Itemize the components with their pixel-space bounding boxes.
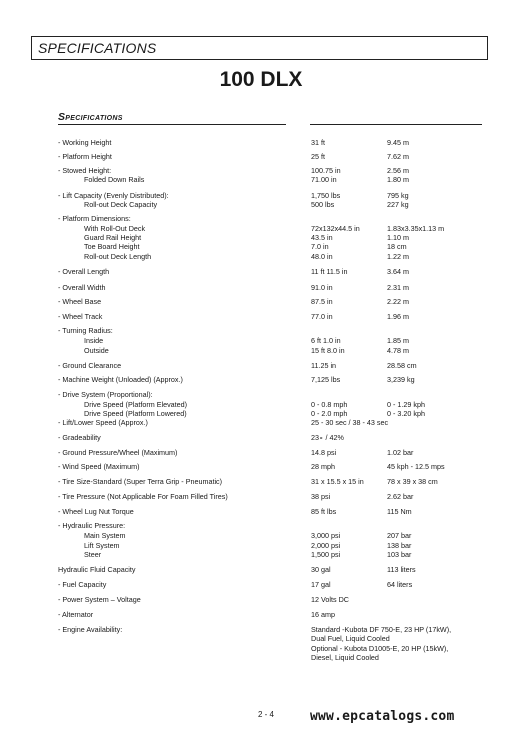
- spec-value-imperial: 28 mph: [311, 462, 335, 471]
- spec-value-imperial: 11.25 in: [311, 361, 337, 370]
- spec-value-imperial: 72x132x44.5 in: [311, 224, 360, 233]
- spec-value-metric: 1.02 bar: [387, 448, 414, 457]
- spec-value-imperial: 87.5 in: [311, 297, 333, 306]
- spec-value-imperial: 14.8 psi: [311, 448, 337, 457]
- spec-value-metric: 1.96 m: [387, 312, 409, 321]
- spec-label: Toe Board Height: [84, 242, 140, 251]
- spec-label: Hydraulic Fluid Capacity: [58, 565, 136, 574]
- spec-label: Lift System: [84, 541, 120, 550]
- spec-label: - Tire Size-Standard (Super Terra Grip - Pneumatic): [58, 477, 223, 486]
- spec-value-metric: 113 liters: [387, 565, 416, 574]
- spec-value-metric: 18 cm: [387, 242, 407, 251]
- spec-label: Folded Down Rails: [84, 175, 145, 184]
- spec-value-metric: 138 bar: [387, 541, 412, 550]
- spec-value-imperial: 71.00 in: [311, 175, 337, 184]
- spec-value-imperial: 38 psi: [311, 492, 331, 501]
- spec-label: - Tire Pressure (Not Applicable For Foam Filled Tires): [58, 492, 228, 501]
- spec-value-metric: 45 kph - 12.5 mps: [387, 462, 445, 471]
- page-number: 2 - 4: [258, 710, 275, 719]
- spec-value-metric: 9.45 m: [387, 138, 409, 147]
- spec-label: Drive Speed (Platform Elevated): [84, 400, 188, 409]
- spec-value-imperial: 7,125 lbs: [311, 375, 341, 384]
- spec-value-imperial: 85 ft lbs: [311, 507, 337, 516]
- spec-label: - Platform Dimensions:: [58, 214, 131, 223]
- spec-value-metric: 2.62 bar: [387, 492, 414, 501]
- spec-label: - Overall Length: [58, 267, 110, 276]
- spec-value-imperial: 0 - 0.8 mph: [311, 400, 348, 409]
- spec-label: - Turning Radius:: [58, 326, 113, 335]
- spec-label: - Gradeability: [58, 433, 101, 442]
- spec-value-imperial: 48.0 in: [311, 252, 333, 261]
- page-title: 100 DLX: [219, 68, 303, 91]
- spec-value-imperial: 11 ft 11.5 in: [311, 267, 348, 276]
- section-heading: Specifications: [58, 111, 123, 123]
- footer-url: www.epcatalogs.com: [310, 709, 455, 724]
- spec-label: - Alternator: [58, 610, 94, 619]
- spec-value-metric: 103 bar: [387, 550, 412, 559]
- spec-label: - Engine Availability:: [58, 625, 123, 634]
- spec-value-metric: 2.22 m: [387, 297, 409, 306]
- spec-label: Roll-out Deck Length: [84, 252, 152, 261]
- spec-label: Guard Rail Height: [84, 233, 142, 242]
- spec-value-metric: 3.64 m: [387, 267, 409, 276]
- spec-value-imperial: 30 gal: [311, 565, 331, 574]
- spec-value-wide: Diesel, Liquid Cooled: [311, 653, 379, 662]
- spec-value-metric: 7.62 m: [387, 152, 409, 161]
- spec-value-metric: 4.78 m: [387, 346, 409, 355]
- spec-value-metric: 1.80 m: [387, 175, 409, 184]
- spec-value-metric: 207 bar: [387, 531, 412, 540]
- spec-value-wide: Optional - Kubota D1005-E, 20 HP (15kW),: [311, 644, 449, 653]
- spec-label: - Ground Clearance: [58, 361, 122, 370]
- spec-value-metric: 28.58 cm: [387, 361, 417, 370]
- spec-label: - Wheel Lug Nut Torque: [58, 507, 134, 516]
- spec-value-imperial: 3,000 psi: [311, 531, 341, 540]
- spec-label: Inside: [84, 336, 104, 345]
- spec-label: Roll-out Deck Capacity: [84, 200, 158, 209]
- spec-label: Steer: [84, 550, 102, 559]
- spec-value-metric: 2.31 m: [387, 283, 409, 292]
- spec-label: - Lift Capacity (Evenly Distributed):: [58, 191, 169, 200]
- spec-value-metric: 227 kg: [387, 200, 409, 209]
- spec-label: - Wheel Track: [58, 312, 103, 321]
- spec-value-imperial: 31 x 15.5 x 15 in: [311, 477, 364, 486]
- spec-label: Drive Speed (Platform Lowered): [84, 409, 187, 418]
- spec-value-metric: 1.85 m: [387, 336, 409, 345]
- spec-value-imperial: 31 ft: [311, 138, 325, 147]
- spec-value-imperial: 16 amp: [311, 610, 335, 619]
- spec-value-imperial: 0 - 2.0 mph: [311, 409, 348, 418]
- spec-value-metric: 78 x 39 x 38 cm: [387, 477, 438, 486]
- spec-value-imperial: 17 gal: [311, 580, 331, 589]
- spec-value-metric: 795 kg: [387, 191, 409, 200]
- spec-value-imperial: 100.75 in: [311, 166, 341, 175]
- spec-label: Outside: [84, 346, 109, 355]
- spec-value-imperial: 1,750 lbs: [311, 191, 341, 200]
- header-label: SPECIFICATIONS: [38, 40, 157, 56]
- spec-value-imperial: 7.0 in: [311, 242, 329, 251]
- spec-label: - Stowed Height:: [58, 166, 112, 175]
- spec-value-metric: 1.22 m: [387, 252, 409, 261]
- spec-label: - Hydraulic Pressure:: [58, 521, 126, 530]
- spec-label: - Lift/Lower Speed (Approx.): [58, 418, 148, 427]
- spec-label: - Overall Width: [58, 283, 106, 292]
- spec-value-metric: 2.56 m: [387, 166, 409, 175]
- spec-label: - Wind Speed (Maximum): [58, 462, 140, 471]
- spec-value-metric: 1.10 m: [387, 233, 409, 242]
- spec-label: - Platform Height: [58, 152, 112, 161]
- spec-label: - Machine Weight (Unloaded) (Approx.): [58, 375, 183, 384]
- spec-value-imperial: 1,500 psi: [311, 550, 341, 559]
- spec-value-metric: 1.83x3.35x1.13 m: [387, 224, 445, 233]
- spec-value-imperial: 25 - 30 sec / 38 - 43 sec: [311, 418, 389, 427]
- spec-value-imperial: 12 Volts DC: [311, 595, 349, 604]
- spec-value-metric: 3,239 kg: [387, 375, 415, 384]
- spec-value-imperial: 23∘ / 42%: [311, 433, 344, 442]
- spec-value-metric: 115 Nm: [387, 507, 412, 516]
- spec-value-metric: 0 - 3.20 kph: [387, 409, 425, 418]
- spec-value-imperial: 43.5 in: [311, 233, 333, 242]
- spec-label: - Wheel Base: [58, 297, 102, 306]
- spec-value-imperial: 2,000 psi: [311, 541, 341, 550]
- spec-value-imperial: 15 ft 8.0 in: [311, 346, 345, 355]
- spec-value-imperial: 25 ft: [311, 152, 325, 161]
- spec-value-metric: 64 liters: [387, 580, 413, 589]
- spec-value-wide: Standard -Kubota DF 750-E, 23 HP (17kW),: [311, 625, 452, 634]
- spec-label: - Drive System (Proportional):: [58, 390, 153, 399]
- spec-label: - Ground Pressure/Wheel (Maximum): [58, 448, 178, 457]
- spec-label: - Working Height: [58, 138, 112, 147]
- spec-value-wide: Dual Fuel, Liquid Cooled: [311, 634, 390, 643]
- spec-value-metric: 0 - 1.29 kph: [387, 400, 425, 409]
- spec-value-imperial: 91.0 in: [311, 283, 333, 292]
- spec-label: - Fuel Capacity: [58, 580, 107, 589]
- spec-label: Main System: [84, 531, 126, 540]
- spec-value-imperial: 77.0 in: [311, 312, 333, 321]
- spec-value-imperial: 6 ft 1.0 in: [311, 336, 341, 345]
- spec-value-imperial: 500 lbs: [311, 200, 335, 209]
- spec-label: - Power System – Voltage: [58, 595, 141, 604]
- spec-label: With Roll-Out Deck: [84, 224, 146, 233]
